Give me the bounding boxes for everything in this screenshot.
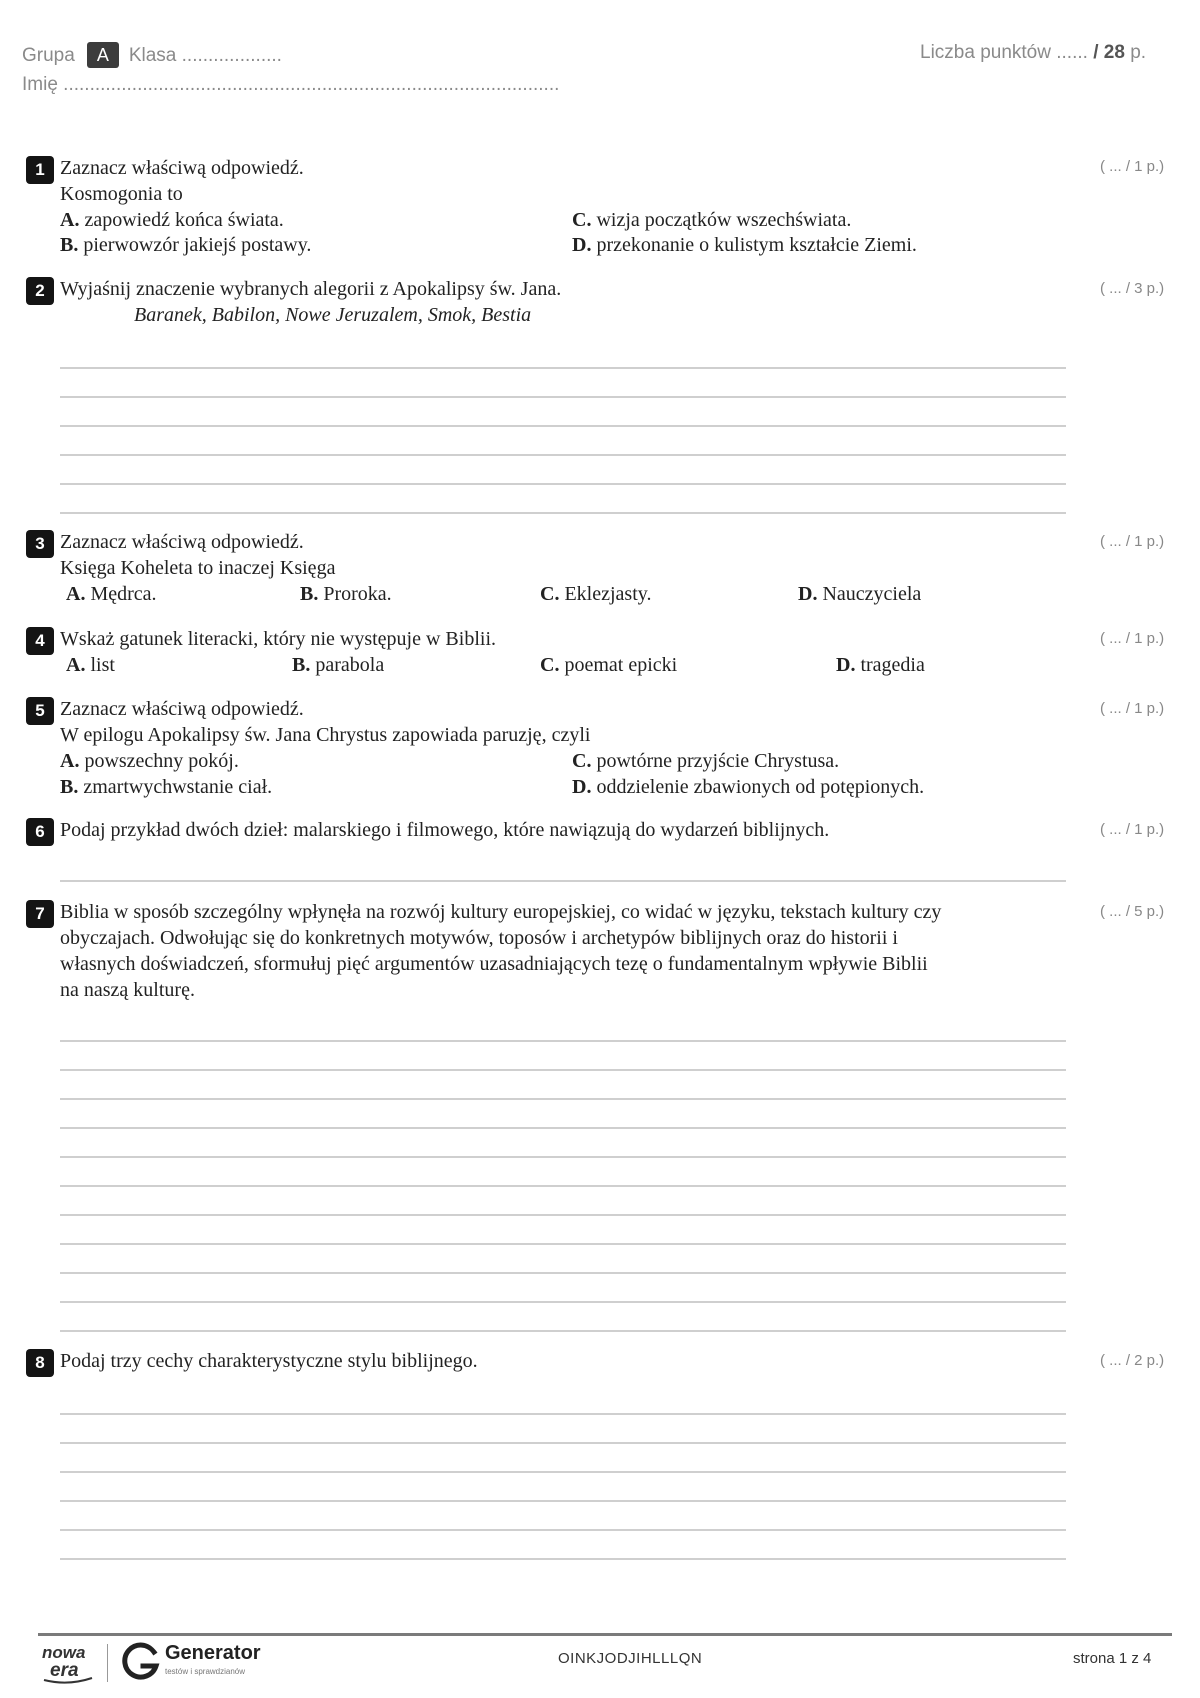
option-a[interactable] [60, 207, 284, 233]
header-group [22, 42, 282, 68]
answer-line[interactable] [60, 1098, 1066, 1100]
answer-line[interactable] [60, 1243, 1066, 1245]
question-points: ( ... / 1 p.) [1100, 821, 1165, 838]
points-unit: p. [1130, 42, 1147, 63]
option-c[interactable] [540, 652, 677, 678]
svg-text:era: era [50, 1660, 79, 1681]
footer-rule [38, 1633, 1172, 1636]
document-code: OINKJODJIHLLLQN [558, 1650, 703, 1667]
name-label: Imię .............................................................................................. [22, 74, 560, 95]
answer-line[interactable] [60, 1330, 1066, 1332]
option-letter: D. [572, 776, 592, 798]
option-text: wizja początków wszechświata. [596, 209, 852, 231]
option-text: zmartwychwstanie ciał. [83, 776, 273, 798]
option-b[interactable] [292, 652, 384, 678]
points-total: / 28 [1093, 42, 1125, 63]
option-letter: D. [798, 583, 818, 605]
group-badge: A [87, 42, 119, 68]
option-c[interactable] [572, 207, 851, 233]
generator-g-icon [121, 1642, 161, 1682]
question-prompt-line: własnych doświadczeń, sformułuj pięć argumentów uzasadniających tezę o fundamentalnym wpływie Biblii [60, 953, 928, 975]
option-letter: B. [60, 776, 79, 798]
option-letter: A. [66, 583, 86, 605]
question-points: ( ... / 1 p.) [1100, 630, 1165, 647]
option-letter: D. [836, 654, 856, 676]
option-text: pierwowzór jakiejś postawy. [83, 234, 312, 256]
answer-line[interactable] [60, 483, 1066, 485]
question-points: ( ... / 3 p.) [1100, 280, 1165, 297]
option-text: tragedia [860, 654, 925, 676]
answer-line[interactable] [60, 454, 1066, 456]
option-text: poemat epicki [564, 654, 678, 676]
option-text: Mędrca. [90, 583, 157, 605]
option-letter: A. [60, 209, 80, 231]
publisher-logo [38, 1640, 98, 1684]
option-a[interactable] [66, 581, 157, 607]
question-points: ( ... / 1 p.) [1100, 700, 1165, 717]
option-d[interactable] [572, 232, 917, 258]
generator-logo [121, 1640, 281, 1684]
option-c[interactable] [572, 748, 839, 774]
question-number: 6 [26, 818, 54, 846]
svg-text:nowa: nowa [42, 1643, 86, 1662]
option-text: Nauczyciela [822, 583, 922, 605]
question-number: 2 [26, 277, 54, 305]
answer-line[interactable] [60, 1185, 1066, 1187]
question-prompt: Zaznacz właściwą odpowiedź. [60, 698, 304, 720]
question-points: ( ... / 2 p.) [1100, 1352, 1165, 1369]
question-prompt-line: Biblia w sposób szczególny wpłynęła na rozwój kultury europejskiej, co widać w języku, tekstach kultury czy [60, 901, 942, 923]
option-text: list [90, 654, 115, 676]
option-a[interactable] [60, 748, 239, 774]
option-letter: B. [60, 234, 79, 256]
question-number: 5 [26, 697, 54, 725]
logo-divider [107, 1644, 108, 1682]
answer-line[interactable] [60, 512, 1066, 514]
option-d[interactable] [798, 581, 921, 607]
option-letter: C. [572, 209, 592, 231]
option-a[interactable] [66, 652, 115, 678]
nowa-era-logo-icon [38, 1640, 98, 1684]
option-letter: A. [60, 750, 80, 772]
option-d[interactable] [572, 774, 924, 800]
option-letter: C. [540, 583, 560, 605]
answer-line[interactable] [60, 1040, 1066, 1042]
answer-line[interactable] [60, 1301, 1066, 1303]
option-text: oddzielenie zbawionych od potępionych. [596, 776, 925, 798]
question-stem: Kosmogonia to [60, 183, 183, 205]
question-points: ( ... / 5 p.) [1100, 903, 1165, 920]
option-d[interactable] [836, 652, 925, 678]
answer-line[interactable] [60, 1156, 1066, 1158]
generator-sublabel: testów i sprawdzianów [165, 1667, 246, 1676]
option-b[interactable] [60, 774, 272, 800]
group-label: Grupa [22, 45, 75, 66]
answer-line[interactable] [60, 1471, 1066, 1473]
question-number: 8 [26, 1349, 54, 1377]
option-b[interactable] [60, 232, 311, 258]
question-prompt: Podaj przykład dwóch dzieł: malarskiego i filmowego, które nawiązują do wydarzeń biblijnych. [60, 819, 830, 841]
option-text: zapowiedź końca świata. [84, 209, 284, 231]
header-points [920, 42, 1146, 64]
question-number: 1 [26, 156, 54, 184]
answer-line[interactable] [60, 1442, 1066, 1444]
question-prompt: Zaznacz właściwą odpowiedź. [60, 531, 304, 553]
allegory-list: Baranek, Babilon, Nowe Jeruzalem, Smok, Bestia [134, 304, 532, 326]
answer-line[interactable] [60, 1214, 1066, 1216]
answer-line[interactable] [60, 1529, 1066, 1531]
question-number: 3 [26, 530, 54, 558]
option-letter: A. [66, 654, 86, 676]
option-text: przekonanie o kulistym kształcie Ziemi. [596, 234, 917, 256]
option-letter: C. [572, 750, 592, 772]
option-c[interactable] [540, 581, 651, 607]
option-b[interactable] [300, 581, 392, 607]
points-label: Liczba punktów ...... [920, 42, 1088, 63]
option-letter: C. [540, 654, 560, 676]
option-letter: B. [292, 654, 311, 676]
question-points: ( ... / 1 p.) [1100, 533, 1165, 550]
question-number: 7 [26, 900, 54, 928]
question-prompt: Wyjaśnij znaczenie wybranych alegorii z Apokalipsy św. Jana. [60, 278, 562, 300]
option-text: Proroka. [323, 583, 392, 605]
answer-line[interactable] [60, 1069, 1066, 1071]
answer-line[interactable] [60, 1500, 1066, 1502]
answer-line[interactable] [60, 1127, 1066, 1129]
question-number: 4 [26, 627, 54, 655]
option-text: powtórne przyjście Chrystusa. [596, 750, 840, 772]
question-points: ( ... / 1 p.) [1100, 158, 1165, 175]
option-text: powszechny pokój. [84, 750, 239, 772]
question-stem: W epilogu Apokalipsy św. Jana Chrystus zapowiada paruzję, czyli [60, 724, 591, 746]
answer-line[interactable] [60, 367, 1066, 369]
option-letter: B. [300, 583, 319, 605]
answer-line[interactable] [60, 880, 1066, 882]
page-number: strona 1 z 4 [1073, 1650, 1152, 1667]
question-prompt: Wskaż gatunek literacki, który nie występuje w Biblii. [60, 628, 496, 650]
answer-line[interactable] [60, 1413, 1066, 1415]
question-stem: Księga Koheleta to inaczej Księga [60, 557, 336, 579]
question-prompt: Podaj trzy cechy charakterystyczne stylu biblijnego. [60, 1350, 478, 1372]
class-label: Klasa ................... [128, 45, 282, 66]
answer-line[interactable] [60, 1558, 1066, 1560]
option-letter: D. [572, 234, 592, 256]
question-prompt-line: obyczajach. Odwołując się do konkretnych motywów, toposów i archetypów biblijnych oraz do historii i [60, 927, 898, 949]
option-text: Eklezjasty. [564, 583, 652, 605]
question-prompt-line: na naszą kulturę. [60, 979, 195, 1001]
question-prompt: Zaznacz właściwą odpowiedź. [60, 157, 304, 179]
option-text: parabola [315, 654, 385, 676]
answer-line[interactable] [60, 1272, 1066, 1274]
answer-line[interactable] [60, 425, 1066, 427]
answer-line[interactable] [60, 396, 1066, 398]
generator-label: Generator [165, 1642, 261, 1664]
